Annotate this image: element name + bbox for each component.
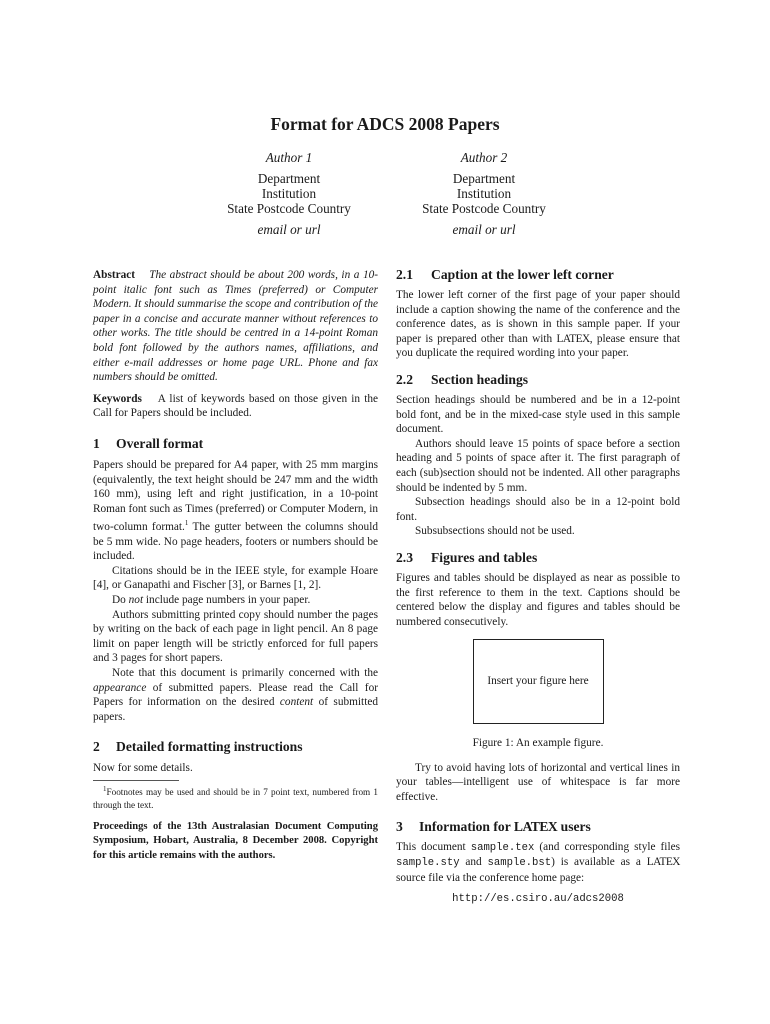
right-column — [396, 266, 680, 907]
paragraph — [396, 840, 680, 886]
latex-logo: LATEX — [646, 856, 680, 869]
section-heading — [396, 371, 680, 389]
paragraph — [93, 666, 378, 724]
keywords — [93, 392, 378, 421]
paragraph-text: This document — [396, 840, 471, 853]
paragraph — [93, 593, 378, 608]
section-number: 2.1 — [396, 267, 413, 282]
section-heading — [93, 435, 378, 453]
paragraph: Figures and tables should be displayed as near as possible to the first reference to them in the text. Captions should be centered below the display and figures and tables should be numbered consecutively. — [396, 571, 680, 628]
paragraph-text: include page numbers in your paper. — [143, 594, 311, 607]
filename: sample.bst — [487, 857, 552, 870]
footnote-text: Footnotes may be used and should be in 7 point text, numbered from 1 through the text. — [93, 787, 378, 810]
section-heading — [396, 266, 680, 284]
paragraph-text: Note that this document is primarily concerned with the — [112, 667, 378, 680]
author-institution: Institution — [261, 186, 317, 201]
footnote-marker: 1 — [103, 784, 107, 793]
emphasis: content — [279, 696, 314, 709]
paragraph-text: Papers should be prepared for A4 paper, with 25 mm margins (equivalently, the text height should be 247 mm and the width 160 mm), using left and right justification, in a 10-point Roman font such as Times (preferred) or Computer Modern, in two-column format. — [93, 458, 378, 534]
paragraph-text: ) is available as a — [551, 856, 647, 869]
section-title: Caption at the lower left corner — [431, 267, 614, 282]
left-column — [93, 268, 378, 863]
paragraph: Subsection headings should also be in a 12-point bold font. — [396, 496, 680, 523]
author-address: State Postcode Country — [227, 201, 351, 216]
filename: sample.tex — [470, 841, 535, 854]
section-title: users — [557, 818, 591, 834]
latex-logo: LATEX — [513, 818, 558, 834]
author-institution: Institution — [456, 186, 512, 201]
keywords-label: Keywords — [93, 392, 142, 405]
url[interactable]: http://es.csiro.au/adcs2008 — [452, 893, 624, 906]
paragraph-text: and — [459, 856, 488, 869]
paragraph — [93, 458, 378, 564]
abstract-text: The abstract should be about 200 words, in a 10-point italic font such as Times (preferred) or Computer Modern. It should summarise the scope and contribution of the paper in a concise and accurate manner without references to other works. The title should be centred in a 14-point Roman bold font followed by the authors names, affiliations, and either e-mail addresses or home page URL. Phone and fax numbers should be omitted. — [93, 269, 379, 384]
section-number: 1 — [93, 435, 100, 451]
paragraph-text: of submitted papers. Please read the Call for Papers for information on the desired — [93, 681, 378, 709]
emphasis: not — [128, 594, 144, 607]
paragraph: Authors should leave 15 points of space before a section heading and 5 points of space after it. The first paragraph of each (sub)section should not be indented. All other paragraphs should be indented by 5 mm. — [396, 437, 680, 494]
paragraph-text: , please ensure that you duplicate the required wording into your paper. — [396, 332, 680, 360]
author-address: State Postcode Country — [422, 201, 546, 216]
paragraph-text: Do — [112, 594, 129, 607]
section-title: Figures and tables — [431, 549, 538, 565]
paragraph: Subsubsections should not be used. — [415, 525, 575, 538]
section-title: Overall format — [116, 435, 204, 451]
footnote — [93, 783, 378, 811]
paragraph: Citations should be in the IEEE style, for example Hoare [4], or Ganapathi and Fischer [3], or Barnes [1, 2]. — [93, 564, 378, 592]
paragraph: Section headings should be numbered and be in a 12-point bold font, and be in the mixed-case style used in this sample document. — [396, 393, 680, 436]
author-department: Department — [257, 171, 321, 186]
abstract — [93, 268, 378, 385]
author-name: Author 1 — [265, 150, 313, 165]
section-title: Section headings — [431, 371, 529, 387]
proceedings-caption: Proceedings of the 13th Australasian Document Computing Symposium, Hobart, Australia, 8 December 2008. Copyright for this article remains with the authors. — [93, 821, 378, 861]
section-number: 2 — [93, 739, 100, 755]
figure-placeholder: Insert your figure here — [473, 639, 604, 724]
paragraph-text: (and corresponding style files — [534, 840, 680, 853]
latex-logo: LATEX — [556, 332, 590, 345]
paragraph: Try to avoid having lots of horizontal and vertical lines in your tables—intelligent use of whitespace is far more effective. — [396, 761, 680, 804]
section-title: Detailed formatting instructions — [116, 739, 303, 755]
author-email: email or url — [452, 222, 516, 237]
footnote-marker: 1 — [184, 519, 189, 528]
section-heading — [93, 738, 378, 756]
section-heading — [396, 549, 680, 567]
abstract-label: Abstract — [93, 269, 136, 281]
paragraph-text: The lower left corner of the first page of your paper should include a caption showing the name of the conference and the conference dates, as is shown in this sample paper. If your paper is prepared other than with — [396, 289, 680, 345]
section-number: 3 — [396, 818, 403, 834]
paragraph — [396, 288, 680, 361]
paragraph-text: The gutter between the columns should be 5 mm wide. No page headers, footers or numbers should be included. — [93, 521, 378, 563]
footnote-rule — [93, 780, 179, 781]
author-block-2 — [384, 150, 584, 237]
emphasis: appearance — [93, 681, 147, 694]
figure — [396, 639, 680, 724]
section-number: 2.3 — [396, 549, 413, 565]
paragraph-text: source file via the conference home page: — [396, 871, 585, 884]
paragraph-text: of submitted papers. — [93, 696, 378, 723]
figure-caption: Figure 1: An example figure. — [472, 737, 604, 750]
section-title: Information for — [419, 818, 514, 834]
paragraph: Now for some details. — [93, 762, 193, 775]
section-number: 2.2 — [396, 371, 413, 387]
keywords-text: A list of keywords based on those given in the Call for Papers should be included. — [93, 392, 378, 420]
author-block-1 — [189, 150, 389, 237]
filename: sample.sty — [396, 857, 460, 870]
author-name: Author 2 — [460, 150, 508, 165]
author-department: Department — [452, 171, 516, 186]
paragraph: Authors submitting printed copy should number the pages by writing on the back of each page in light pencil. An 8 page limit on paper length will be strictly enforced for full papers and 3 pages for short papers. — [93, 608, 378, 665]
author-email: email or url — [257, 222, 321, 237]
paper-title: Format for ADCS 2008 Papers — [270, 114, 500, 134]
section-heading — [396, 818, 680, 836]
